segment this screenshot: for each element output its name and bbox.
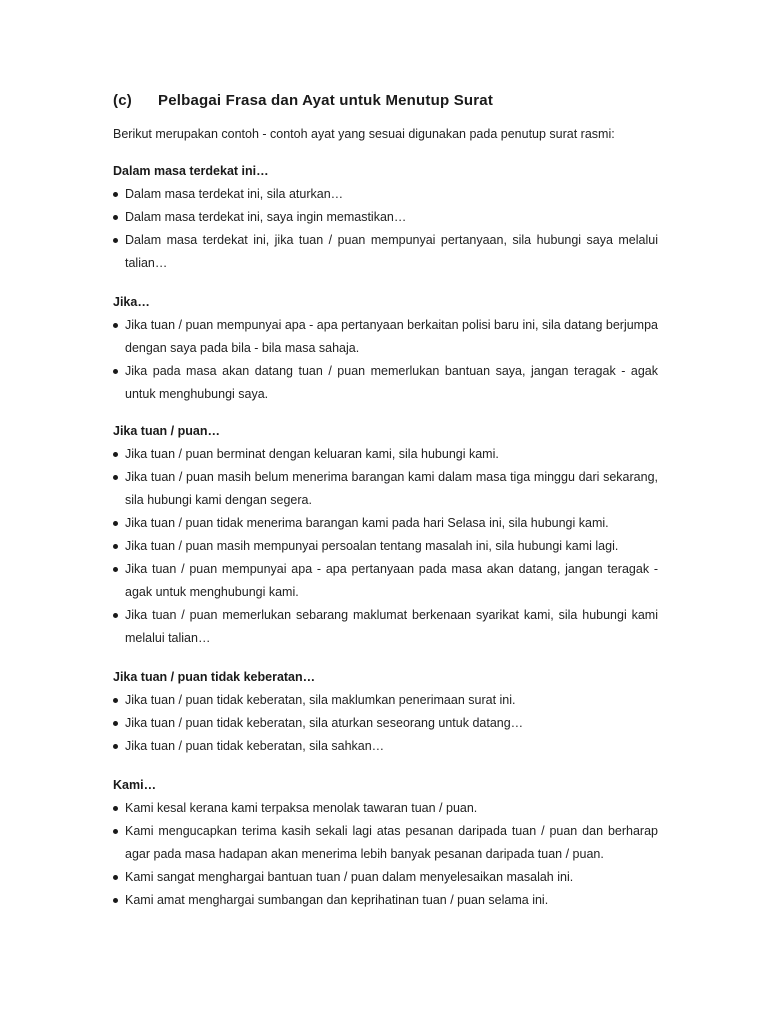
bullet-icon [113,475,118,480]
list-item-text: Jika tuan / puan berminat dengan keluaran kami, sila hubungi kami. [125,447,499,461]
list-item [113,206,658,229]
list-item-text: Jika tuan / puan tidak keberatan, sila maklumkan penerimaan surat ini. [125,693,516,707]
list-item [113,512,658,535]
bullet-icon [113,369,118,374]
phrase-group-heading: Dalam masa terdekat ini… [113,164,269,178]
list-item [113,535,658,558]
phrase-group-heading: Jika tuan / puan tidak keberatan… [113,670,316,684]
bullet-icon [113,829,118,834]
list-item [113,712,658,735]
section-number: (c) [113,92,132,109]
list-item [113,689,658,712]
bullet-icon [113,192,118,197]
list-item [113,443,658,466]
list-item-text: Dalam masa terdekat ini, saya ingin memastikan… [125,210,407,224]
phrase-group-heading: Jika… [113,295,150,309]
list-item-text: Kami sangat menghargai bantuan tuan / puan dalam menyelesaikan masalah ini. [125,870,574,884]
phrase-group-dalam-masa [113,160,658,275]
bullet-icon [113,721,118,726]
bullet-icon [113,898,118,903]
list-item-text: Jika tuan / puan masih mempunyai persoalan tentang masalah ini, sila hubungi kami lagi. [125,539,619,553]
bullet-icon [113,698,118,703]
list-item [113,866,658,889]
bullet-icon [113,613,118,618]
list-item [113,466,658,512]
phrase-list [113,689,658,758]
section-title-text: Pelbagai Frasa dan Ayat untuk Menutup Surat [158,92,494,109]
bullet-icon [113,215,118,220]
phrase-list [113,314,658,406]
phrase-list [113,443,658,650]
list-item-text: Kami amat menghargai sumbangan dan keprihatinan tuan / puan selama ini. [125,893,549,907]
list-item [113,558,658,604]
list-item-text: Kami kesal kerana kami terpaksa menolak tawaran tuan / puan. [125,801,478,815]
phrase-group-jika [113,291,658,406]
list-item [113,229,658,275]
list-item [113,183,658,206]
phrase-group-heading: Kami… [113,778,157,792]
phrase-list [113,183,658,275]
bullet-icon [113,875,118,880]
phrase-group-kami [113,774,658,912]
list-item [113,604,658,650]
list-item [113,314,658,360]
bullet-icon [113,567,118,572]
list-item [113,889,658,912]
list-item-text: Jika tuan / puan masih belum menerima barangan kami dalam masa tiga minggu dari sekarang, sila hubungi kami dengan segera. [125,470,658,507]
list-item [113,820,658,866]
list-item-text: Jika tuan / puan tidak menerima barangan kami pada hari Selasa ini, sila hubungi kami. [125,516,609,530]
phrase-group-tidak-keberatan [113,666,658,758]
bullet-icon [113,452,118,457]
phrase-group-jika-tuan-puan [113,420,658,650]
list-item-text: Jika tuan / puan memerlukan sebarang maklumat berkenaan syarikat kami, sila hubungi kami melalui talian… [125,608,658,645]
bullet-icon [113,744,118,749]
list-item-text: Jika tuan / puan tidak keberatan, sila sahkan… [125,739,385,753]
list-item-text: Jika tuan / puan tidak keberatan, sila aturkan seseorang untuk datang… [125,716,524,730]
list-item-text: Dalam masa terdekat ini, sila aturkan… [125,187,344,201]
list-item-text: Kami mengucapkan terima kasih sekali lagi atas pesanan daripada tuan / puan dan berharap agar pada masa hadapan akan menerima lebih banyak pesanan daripada tuan / puan. [125,824,658,861]
phrase-group-heading: Jika tuan / puan… [113,424,220,438]
bullet-icon [113,323,118,328]
bullet-icon [113,521,118,526]
intro-paragraph: Berikut merupakan contoh - contoh ayat yang sesuai digunakan pada penutup surat rasmi: [113,127,615,141]
list-item-text: Dalam masa terdekat ini, jika tuan / puan mempunyai pertanyaan, sila hubungi saya melalui talian… [125,233,658,270]
bullet-icon [113,544,118,549]
list-item [113,797,658,820]
phrase-list [113,797,658,912]
list-item-text: Jika tuan / puan mempunyai apa - apa pertanyaan pada masa akan datang, jangan teragak - agak untuk menghubungi kami. [125,562,658,599]
section-title [113,92,493,109]
bullet-icon [113,806,118,811]
bullet-icon [113,238,118,243]
list-item-text: Jika pada masa akan datang tuan / puan memerlukan bantuan saya, jangan teragak - agak untuk menghubungi saya. [125,364,658,401]
list-item [113,360,658,406]
list-item-text: Jika tuan / puan mempunyai apa - apa pertanyaan berkaitan polisi baru ini, sila datang berjumpa dengan saya pada bila - bila masa sahaja. [125,318,658,355]
list-item [113,735,658,758]
